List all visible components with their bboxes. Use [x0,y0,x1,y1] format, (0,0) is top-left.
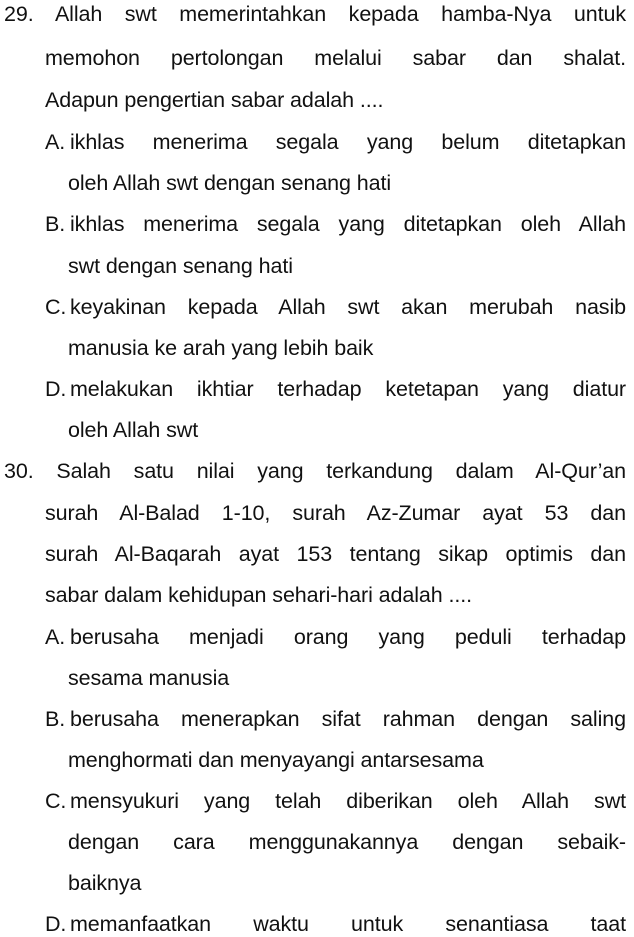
option-29-d-line-1: melakukan ikhtiar terhadap ketetapan yang diatur [70,377,626,401]
question-29-line-1 [4,1,626,27]
question-29-line-3: Adapun pengertian sabar adalah .... [45,88,384,112]
question-29-line-2: memohon pertolongan melalui sabar dan shalat. [45,46,626,70]
option-30-a-line-1: berusaha menjadi orang yang peduli terhadap [70,625,626,649]
option-29-c-letter: C. [45,295,67,319]
option-30-a-line-2: sesama manusia [68,666,230,690]
option-30-c-letter: C. [45,789,67,813]
option-29-b-line-2: swt dengan senang hati [68,254,293,278]
option-30-c-line-3: baiknya [68,871,142,895]
question-30-line-1 [4,458,626,484]
question-30-line-4: sabar dalam kehidupan sehari-hari adalah .... [45,583,472,607]
option-30-c-line-2: dengan cara menggunakannya dengan sebaik- [68,830,626,854]
option-30-c-line-1: mensyukuri yang telah diberikan oleh Allah swt [70,789,626,813]
question-number: 29. [4,2,34,26]
option-30-d-line-1: memanfaatkan waktu untuk senantiasa taat [70,912,626,936]
option-29-c-line-2: manusia ke arah yang lebih baik [68,336,374,360]
question-stem-text: Allah swt memerintahkan kepada hamba-Nya untuk [54,2,626,26]
option-29-d-line-2: oleh Allah swt [68,418,199,442]
option-29-b-line-1: ikhlas menerima segala yang ditetapkan oleh Allah [70,212,626,236]
option-30-d-letter: D. [45,912,67,936]
option-29-c-line-1: keyakinan kepada Allah swt akan merubah nasib [70,295,626,319]
option-29-a-line-2: oleh Allah swt dengan senang hati [68,171,392,195]
question-stem-text: Salah satu nilai yang terkandung dalam Al-Qur’an [56,459,626,483]
question-30-line-2: surah Al-Balad 1-10, surah Az-Zumar ayat 53 dan [45,501,626,525]
option-30-b-letter: B. [45,707,66,731]
option-30-b-line-2: menghormati dan menyayangi antarsesama [68,748,484,772]
option-29-a-letter: A. [45,130,66,154]
option-30-a-letter: A. [45,625,66,649]
question-number: 30. [4,459,34,483]
option-29-a-line-1: ikhlas menerima segala yang belum ditetapkan [70,130,626,154]
option-29-b-letter: B. [45,212,66,236]
option-30-b-line-1: berusaha menerapkan sifat rahman dengan saling [70,707,626,731]
option-29-d-letter: D. [45,377,67,401]
question-30-line-3: surah Al-Baqarah ayat 153 tentang sikap optimis dan [45,542,626,566]
